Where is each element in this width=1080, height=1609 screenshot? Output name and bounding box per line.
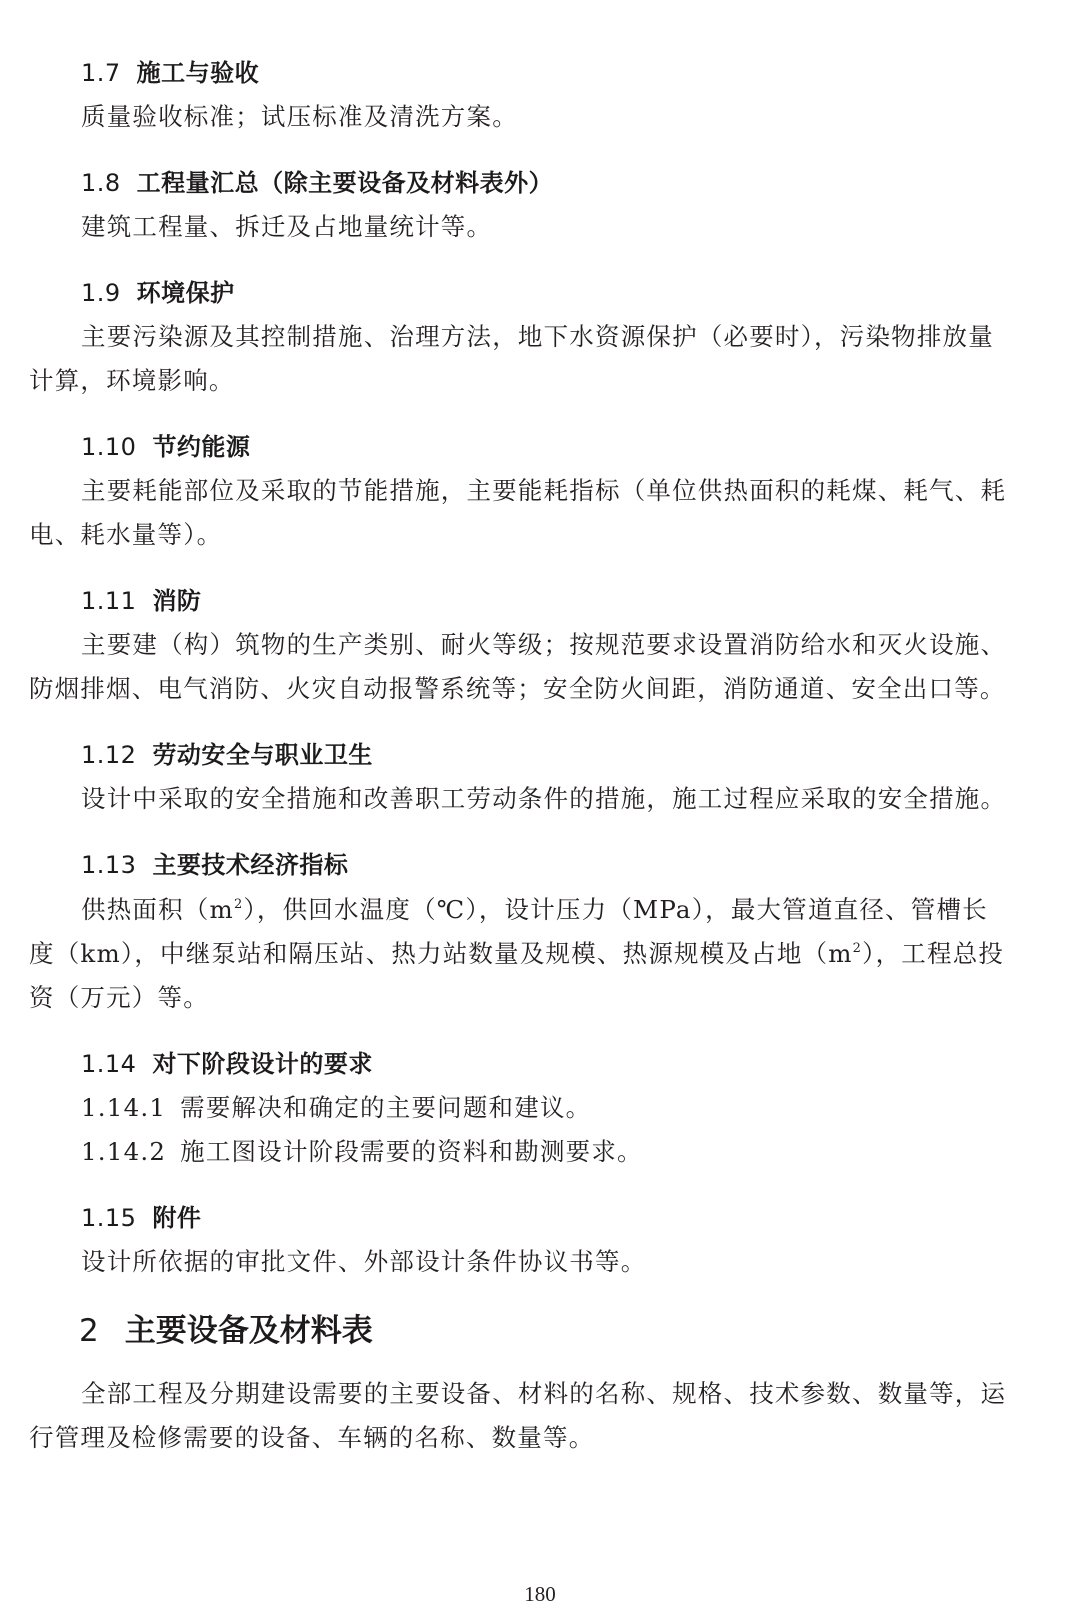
section-heading-1-11 [81, 581, 201, 616]
paragraph-2-line-1: 全部工程及分期建设需要的主要设备、材料的名称、规格、技术参数、数量等，运 [81, 1379, 1007, 1408]
paragraph-1-7: 质量验收标准；试压标准及清洗方案。 [81, 102, 518, 131]
section-heading-1-12 [81, 735, 373, 770]
subsection-1-14-1 [81, 1089, 591, 1124]
superscript: 2 [233, 897, 244, 912]
text-fragment: ），工程总投 [862, 939, 1005, 968]
chapter-number: 2 [79, 1313, 99, 1349]
text-fragment: 供热面积（m [81, 895, 234, 924]
section-heading-1-9 [81, 273, 235, 308]
subsection-number: 1.14.2 [81, 1137, 167, 1166]
paragraph-1-13-line-2 [29, 935, 1004, 970]
section-title: 环境保护 [136, 279, 235, 307]
section-title: 附件 [152, 1204, 202, 1232]
paragraph-1-15: 设计所依据的审批文件、外部设计条件协议书等。 [81, 1247, 647, 1276]
page-number: 180 [524, 1582, 556, 1606]
section-title: 节约能源 [152, 433, 251, 461]
subsection-number: 1.14.1 [81, 1093, 167, 1122]
subsection-text: 施工图设计阶段需要的资料和勘测要求。 [180, 1137, 643, 1166]
section-number: 1.13 [81, 851, 137, 879]
section-title: 消防 [152, 587, 202, 615]
superscript: 2 [852, 941, 863, 956]
section-heading-1-7 [81, 53, 259, 88]
section-number: 1.12 [81, 741, 137, 769]
paragraph-1-9-line-2: 计算，环境影响。 [29, 366, 235, 395]
text-fragment: ），供回水温度（℃），设计压力（MPa），最大管道直径、管槽长 [243, 895, 988, 924]
paragraph-1-10-line-1: 主要耗能部位及采取的节能措施，主要能耗指标（单位供热面积的耗煤、耗气、耗 [81, 476, 1007, 505]
paragraph-1-9-line-1: 主要污染源及其控制措施、治理方法，地下水资源保护（必要时），污染物排放量 [81, 322, 994, 351]
paragraph-1-8: 建筑工程量、拆迁及占地量统计等。 [81, 212, 493, 241]
section-title: 对下阶段设计的要求 [152, 1050, 373, 1078]
section-number: 1.9 [81, 279, 121, 307]
section-title: 施工与验收 [136, 59, 260, 87]
section-heading-1-10 [81, 427, 250, 462]
section-number: 1.7 [81, 59, 121, 87]
paragraph-1-10-line-2: 电、耗水量等）。 [29, 520, 223, 549]
chapter-title: 主要设备及材料表 [124, 1313, 373, 1349]
paragraph-1-13-line-1 [81, 891, 988, 926]
paragraph-1-12: 设计中采取的安全措施和改善职工劳动条件的措施，施工过程应采取的安全措施。 [81, 784, 1007, 813]
section-number: 1.10 [81, 433, 137, 461]
section-heading-1-8 [81, 163, 553, 198]
section-number: 1.11 [81, 587, 137, 615]
section-heading-1-13 [81, 845, 348, 880]
section-number: 1.15 [81, 1204, 137, 1232]
subsection-1-14-2 [81, 1133, 643, 1168]
section-number: 1.8 [81, 169, 121, 197]
section-title: 工程量汇总（除主要设备及材料表外） [136, 169, 554, 197]
text-fragment: 度（km），中继泵站和隔压站、热力站数量及规模、热源规模及占地（m [29, 939, 853, 968]
subsection-text: 需要解决和确定的主要问题和建议。 [180, 1093, 592, 1122]
section-title: 主要技术经济指标 [152, 851, 349, 879]
section-title: 劳动安全与职业卫生 [152, 741, 373, 769]
section-number: 1.14 [81, 1050, 137, 1078]
paragraph-2-line-2: 行管理及检修需要的设备、车辆的名称、数量等。 [29, 1423, 595, 1452]
paragraph-1-11-line-1: 主要建（构）筑物的生产类别、耐火等级；按规范要求设置消防给水和灭火设施、 [81, 630, 1007, 659]
section-heading-1-14 [81, 1044, 373, 1079]
paragraph-1-11-line-2: 防烟排烟、电气消防、火灾自动报警系统等；安全防火间距，消防通道、安全出口等。 [29, 674, 1006, 703]
section-heading-1-15 [81, 1198, 201, 1233]
chapter-heading-2 [79, 1305, 373, 1350]
paragraph-1-13-line-3: 资（万元）等。 [29, 983, 209, 1012]
